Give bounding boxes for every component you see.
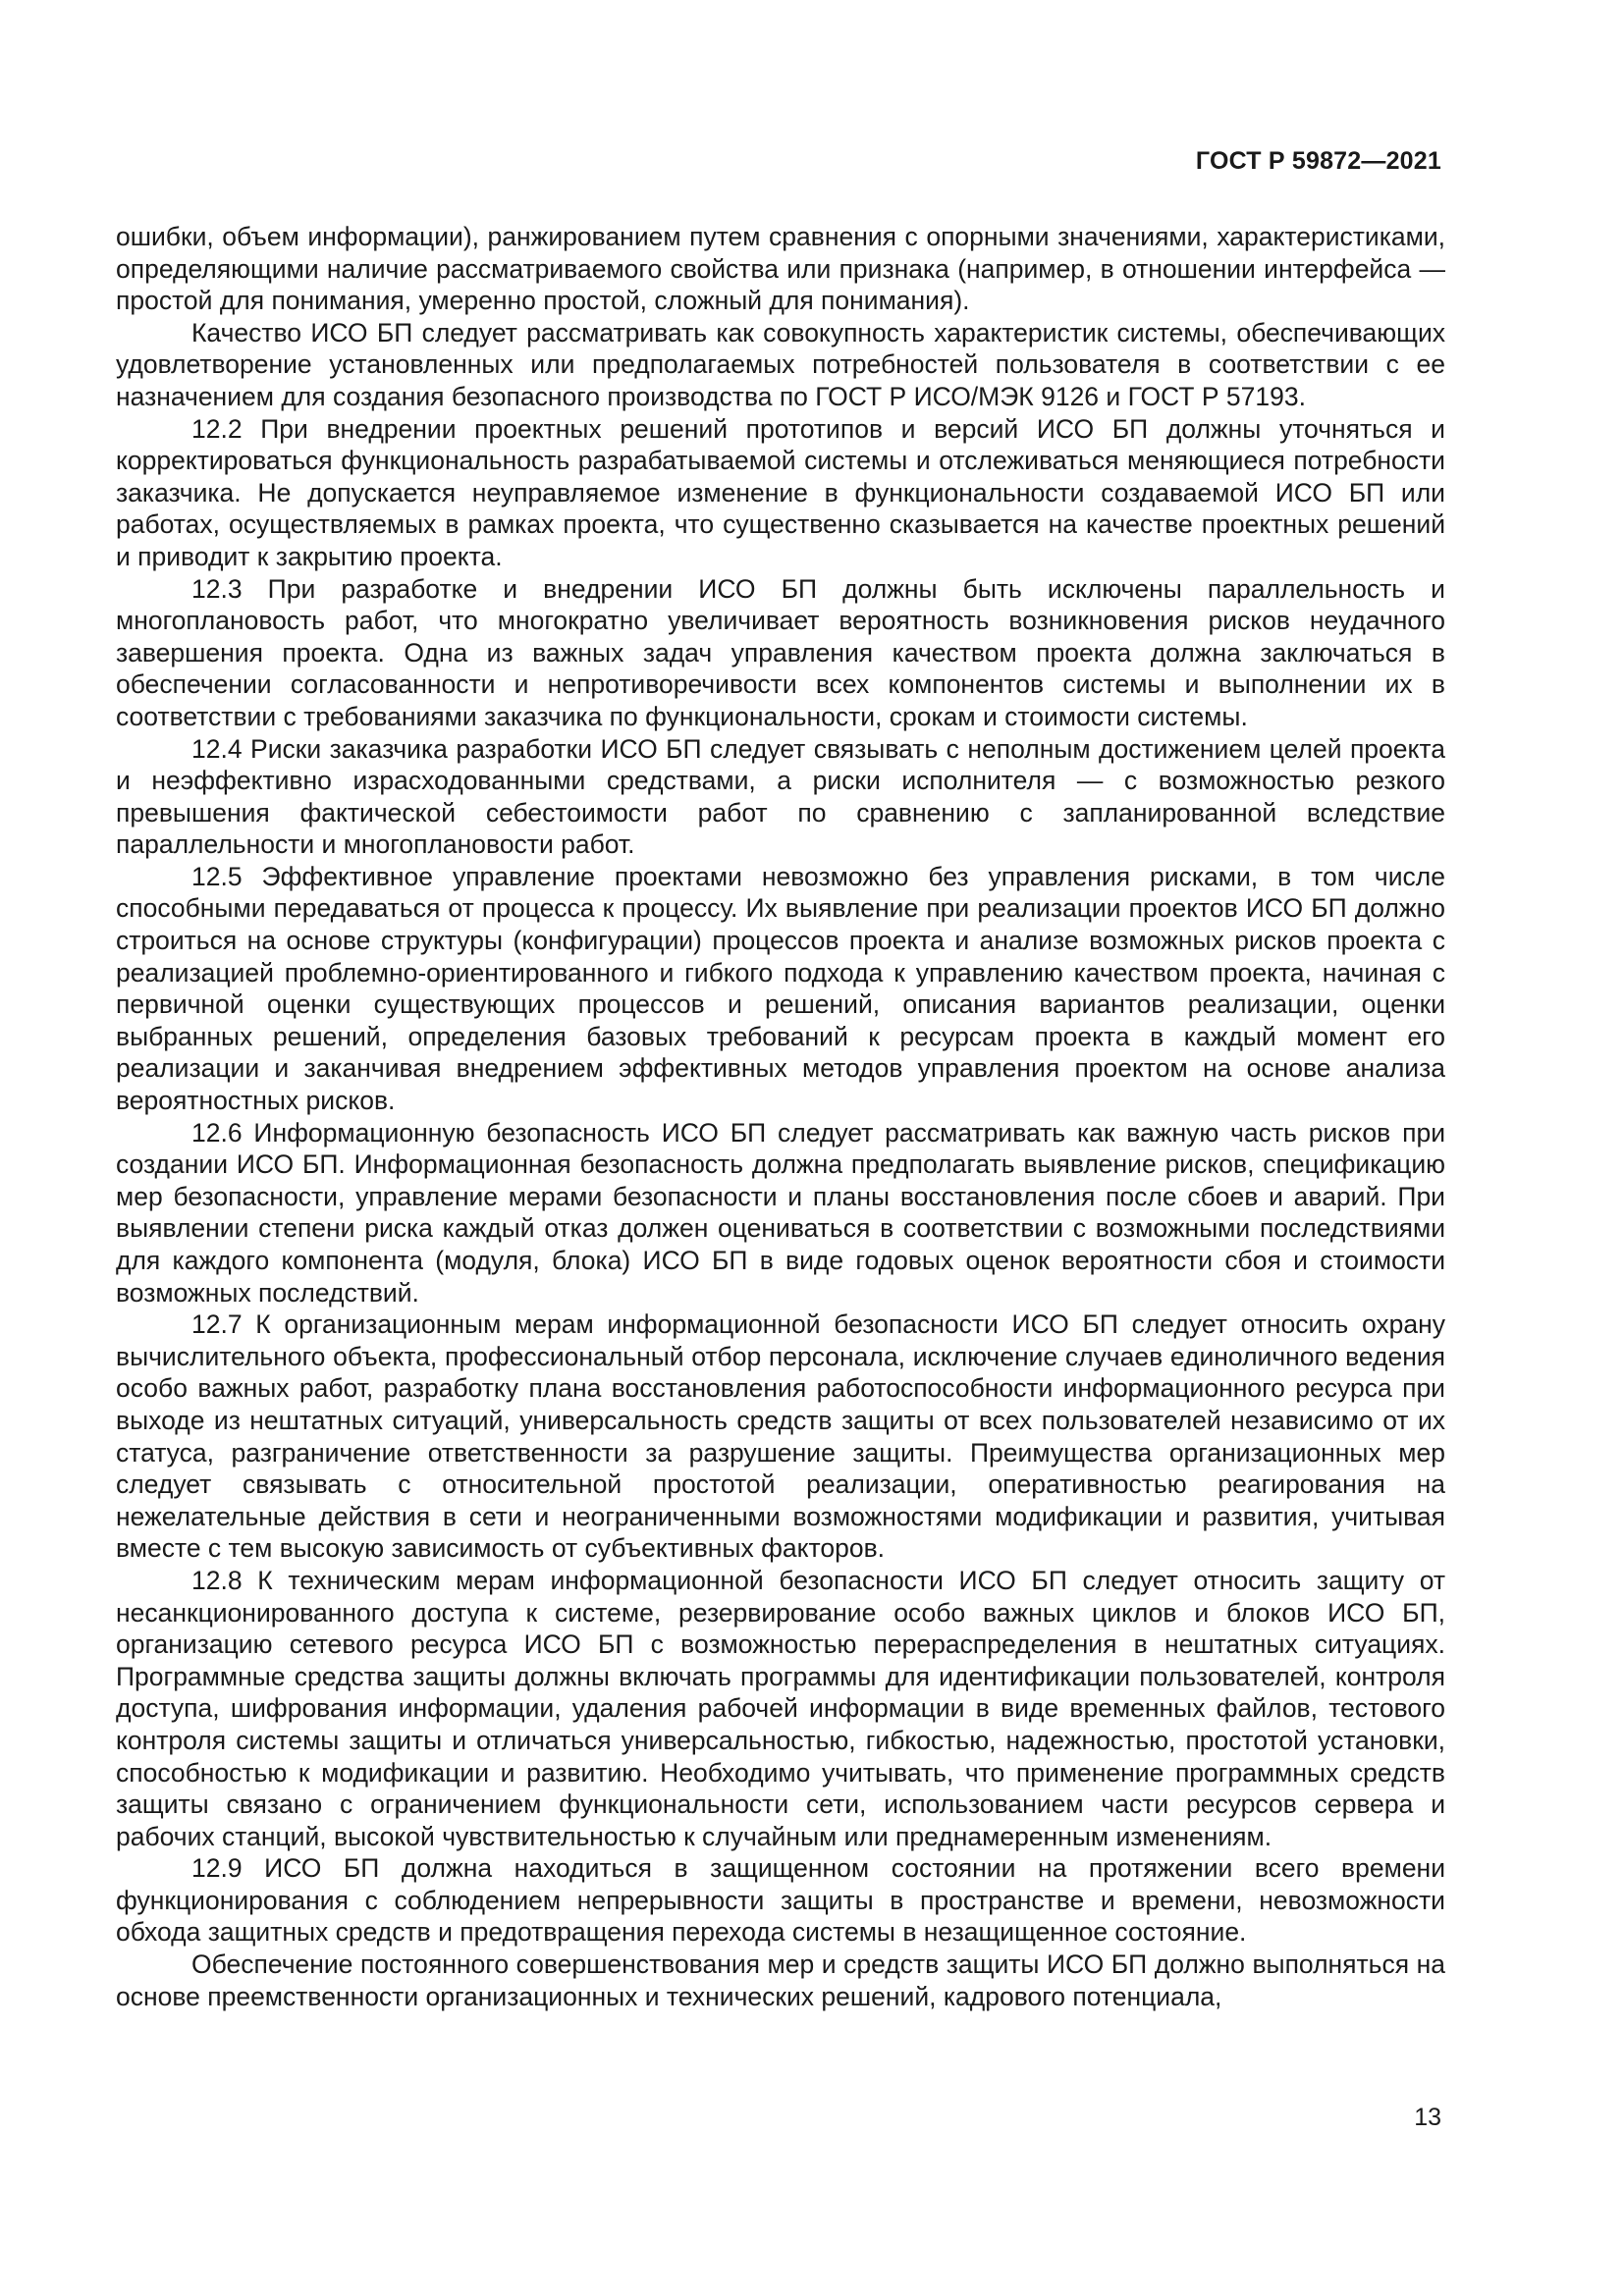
paragraph-quality: Качество ИСО БП следует рассматривать как совокупность характеристик системы, обеспечивающих удовлетворение установленных или предполагаемых потребностей пользователя в соответствии с ее назначением для создания безопасного производства по ГОСТ Р ИСО/МЭК 9126 и ГОСТ Р 57193. — [116, 317, 1445, 411]
paragraph-12-5: 12.5 Эффективное управление проектами невозможно без управления рисками, в том числе способными передаваться от процесса к процессу. Их выявление при реализации проектов ИСО БП должно строиться на основе структуры (конфигурации) процессов проекта и анализе возможных рисков проекта с реализацией проблемно-ориентированного и гибкого подхода к управлению качеством проекта, начиная с первичной оценки существующих процессов и решений, описания вариантов реализации, оценки выбранных решений, определения базовых требований к ресурсам проекта в каждый момент его реализации и заканчивая внедрением эффективных методов управления проектом на основе анализа вероятностных рисков. — [116, 861, 1445, 1116]
paragraph-12-8: 12.8 К техническим мерам информационной безопасности ИСО БП следует относить защиту от несанкционированного доступа к системе, резервирование особо важных циклов и блоков ИСО БП, организацию сетевого ресурса ИСО БП с возможностью перераспределения в нештатных ситуациях. Программные средства защиты должны включать программы для идентификации пользователей, контроля доступа, шифрования информации, удаления рабочей информации в виде временных файлов, тестового контроля системы защиты и отличаться универсальностью, гибкостью, надежностью, простотой установки, способностью к модификации и развитию. Необходимо учитывать, что применение программных средств защиты связано с ограничением функциональности сети, использованием части ресурсов сервера и рабочих станций, высокой чувствительностью к случайным или преднамеренным изменениям. — [116, 1565, 1445, 1851]
paragraph-12-2: 12.2 При внедрении проектных решений прототипов и версий ИСО БП должны уточняться и корректироваться функциональность разрабатываемой системы и отслеживаться меняющиеся потребности заказчика. Не допускается неуправляемое изменение в функциональности создаваемой ИСО БП или работах, осуществляемых в рамках проекта, что существенно сказывается на качестве проектных решений и приводит к закрытию проекта. — [116, 413, 1445, 571]
page-number: 13 — [1414, 2104, 1441, 2131]
paragraph-12-3: 12.3 При разработке и внедрении ИСО БП должны быть исключены параллельность и многоплановость работ, что многократно увеличивает вероятность возникновения рисков неудачного завершения проекта. Одна из важных задач управления качеством проекта должна заключаться в обеспечении согласованности и непротиворечивости всех компонентов системы и выполнении их в соответствии с требованиями заказчика по функциональности, срокам и стоимости системы. — [116, 573, 1445, 731]
paragraph-continuation: ошибки, объем информации), ранжированием путем сравнения с опорными значениями, характеристиками, определяющими наличие рассматриваемого свойства или признака (например, в отношении интерфейса — простой для понимания, умеренно простой, сложный для понимания). — [116, 222, 1445, 316]
paragraph-12-9: 12.9 ИСО БП должна находиться в защищенном состоянии на протяжении всего времени функционирования с соблюдением непрерывности защиты в пространстве и времени, невозможности обхода защитных средств и предотвращения перехода системы в незащищенное состояние. — [116, 1853, 1445, 1948]
paragraph-12-4: 12.4 Риски заказчика разработки ИСО БП следует связывать с неполным достижением целей проекта и неэффективно израсходованными средствами, а риски исполнителя — с возможностью резкого превышения фактической себестоимости работ по сравнению с запланированной вследствие параллельности и многоплановости работ. — [116, 733, 1445, 860]
paragraph-12-7: 12.7 К организационным мерам информационной безопасности ИСО БП следует относить охрану вычислительного объекта, профессиональный отбор персонала, исключение случаев единоличного ведения особо важных работ, разработку плана восстановления работоспособности информационного ресурса при выходе из нештатных ситуаций, универсальность средств защиты от всех пользователей независимо от их статуса, разграничение ответственности за разрушение защиты. Преимущества организационных мер следует связывать с относительной простотой реализации, оперативностью реагирования на нежелательные действия в сети и неограниченными возможностями модификации и развития, учитывая вместе с тем высокую зависимость от субъективных факторов. — [116, 1309, 1445, 1564]
document-body — [116, 221, 1445, 2012]
document-code-header: ГОСТ Р 59872—2021 — [1195, 147, 1441, 175]
paragraph-12-6: 12.6 Информационную безопасность ИСО БП следует рассматривать как важную часть рисков при создании ИСО БП. Информационная безопасность должна предполагать выявление рисков, спецификацию мер безопасности, управление мерами безопасности и планы восстановления после сбоев и аварий. При выявлении степени риска каждый отказ должен оцениваться в соответствии с возможными последствиями для каждого компонента (модуля, блока) ИСО БП в виде годовых оценок вероятности сбоя и стоимости возможных последствий. — [116, 1117, 1445, 1308]
paragraph-improvement: Обеспечение постоянного совершенствования мер и средств защиты ИСО БП должно выполняться на основе преемственности организационных и технических решений, кадрового потенциала, — [116, 1949, 1445, 2011]
